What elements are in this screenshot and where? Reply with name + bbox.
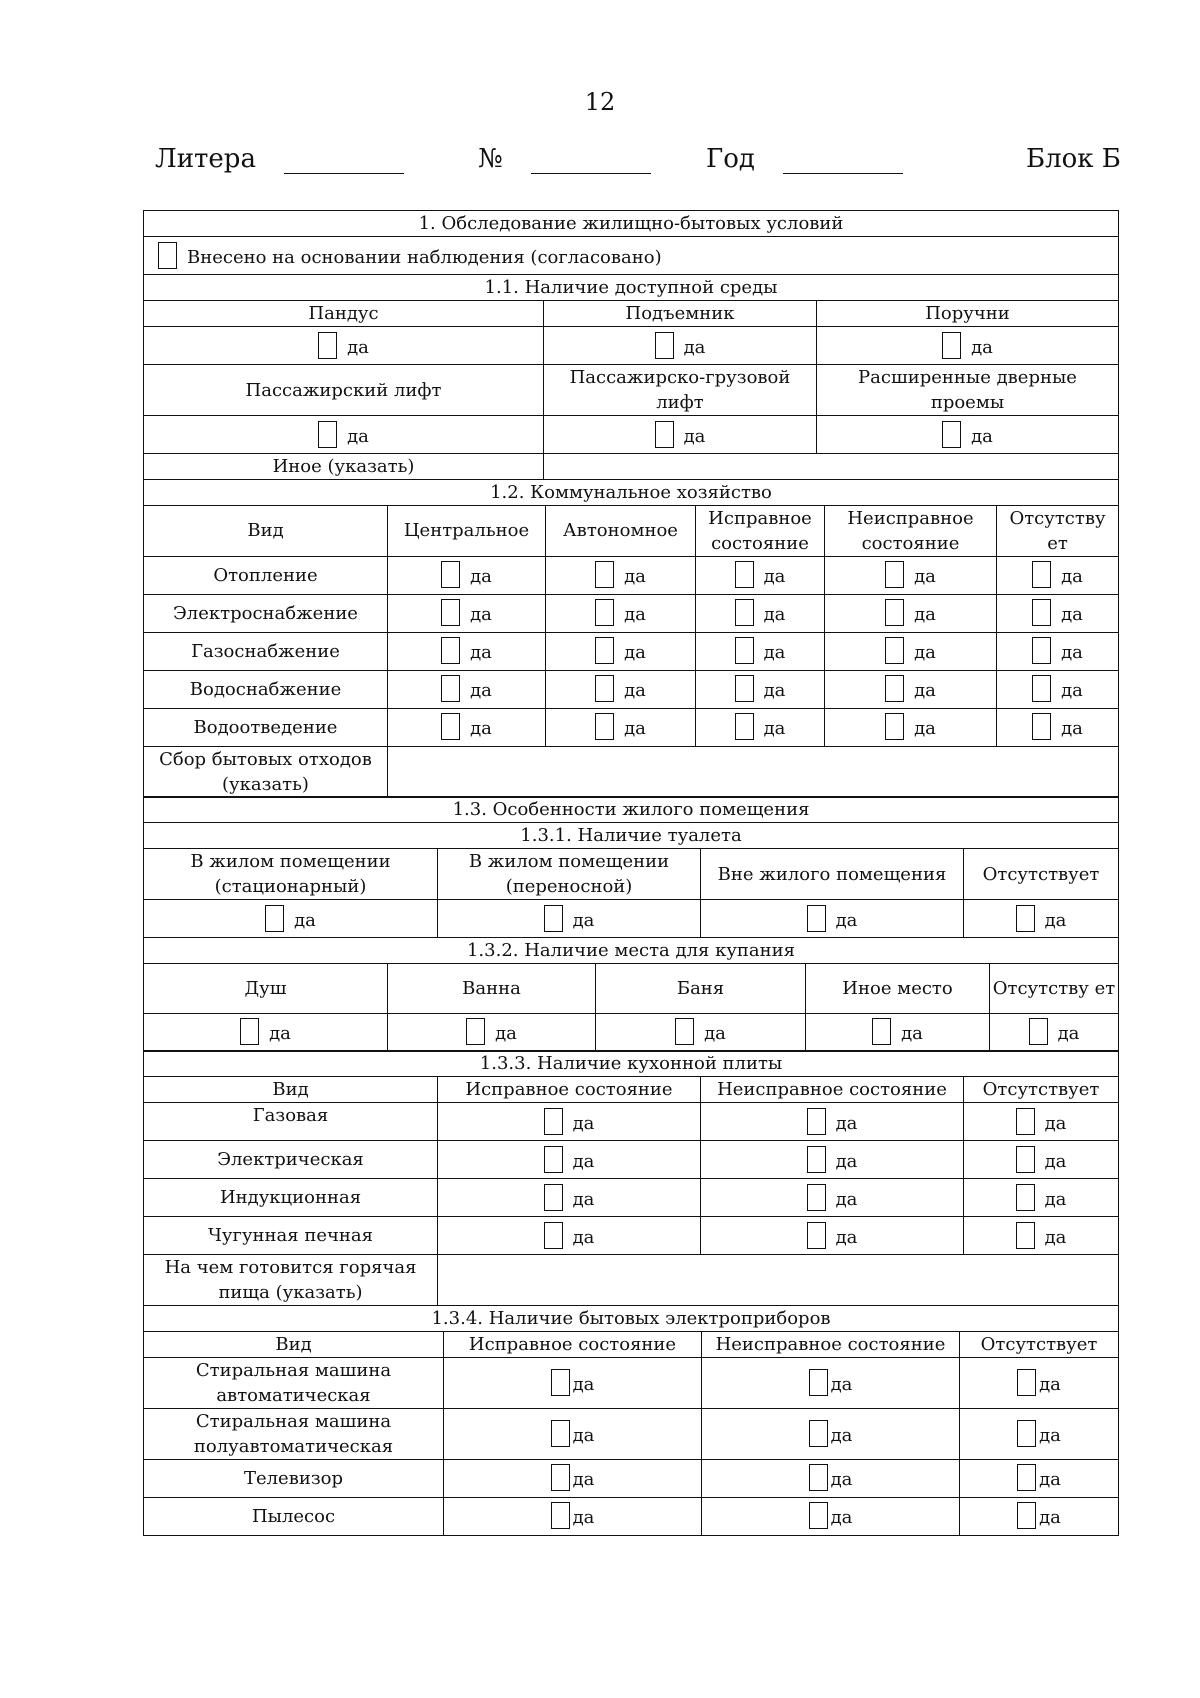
checkbox[interactable] — [551, 1420, 570, 1447]
checkbox-cell — [960, 1497, 1119, 1535]
checkbox-cell — [546, 670, 696, 708]
checkbox[interactable] — [441, 713, 460, 740]
checkbox-cell — [701, 1217, 964, 1255]
row-label: Индукционная — [144, 1179, 438, 1217]
checkbox-label: да — [1044, 1226, 1067, 1248]
hot-food-input[interactable] — [438, 1255, 1119, 1306]
other-input[interactable] — [544, 454, 1119, 480]
checkbox-cell — [544, 327, 817, 365]
column-header: Поручни — [817, 301, 1119, 327]
subsection-title: 1.2. Коммунальное хозяйство — [144, 479, 1119, 505]
checkbox[interactable] — [1032, 599, 1051, 626]
checkbox[interactable] — [595, 637, 614, 664]
checkbox-label: да — [572, 1150, 595, 1172]
column-header: Душ — [144, 963, 388, 1013]
checkbox-cell — [438, 1141, 701, 1179]
checkbox-cell — [701, 1179, 964, 1217]
row-label: Водоснабжение — [144, 670, 388, 708]
subsection-title: 1.3.3. Наличие кухонной плиты — [144, 1051, 1119, 1077]
checkbox-label: да — [1039, 1424, 1061, 1446]
year-label: Год — [706, 144, 755, 174]
checkbox-cell — [438, 1217, 701, 1255]
column-header: Баня — [596, 963, 806, 1013]
table-row — [144, 556, 1119, 594]
observation-label: Внесено на основании наблюдения (согласовано) — [187, 246, 662, 268]
checkbox-label: да — [704, 1023, 726, 1044]
column-header: Исправное состояние — [438, 1077, 701, 1103]
checkbox[interactable] — [1016, 905, 1035, 932]
checkbox-label: да — [835, 1188, 858, 1210]
number-field — [478, 144, 651, 174]
subsection-title: 1.3.4. Наличие бытовых электроприборов — [144, 1305, 1119, 1331]
number-blank[interactable] — [531, 151, 651, 174]
checkbox-label: да — [914, 604, 936, 625]
checkbox-cell — [817, 416, 1119, 454]
row-label: Отопление — [144, 556, 388, 594]
row-label: Водоотведение — [144, 708, 388, 746]
checkbox-label: да — [1057, 1023, 1080, 1044]
column-header: Отсутствует — [964, 849, 1119, 900]
checkbox-label: да — [269, 1023, 291, 1044]
table-row — [144, 1217, 1119, 1255]
checkbox-label: да — [1039, 1469, 1061, 1490]
table-row — [144, 1408, 1119, 1459]
column-header: Ванна — [388, 963, 596, 1013]
checkbox[interactable] — [735, 713, 754, 740]
observation-row — [144, 237, 1119, 275]
column-header: Пандус — [144, 301, 544, 327]
table-row — [144, 1497, 1119, 1535]
table-row — [144, 1141, 1119, 1179]
row-label: Стиральная машина автоматическая — [144, 1357, 444, 1408]
checkbox[interactable] — [441, 637, 460, 664]
litera-blank[interactable] — [284, 151, 404, 174]
table-row — [144, 1459, 1119, 1497]
checkbox-label: да — [835, 1226, 858, 1248]
checkbox-label: да — [763, 680, 786, 701]
checkbox-label: да — [835, 1112, 858, 1134]
checkbox[interactable] — [809, 1464, 828, 1491]
checkbox-cell — [388, 556, 546, 594]
row-label: Телевизор — [144, 1459, 444, 1497]
checkbox[interactable] — [655, 421, 674, 448]
checkbox[interactable] — [1017, 1420, 1036, 1447]
checkbox[interactable] — [551, 1369, 570, 1396]
checkbox-cell — [544, 416, 817, 454]
checkbox[interactable] — [1016, 1184, 1035, 1211]
checkbox-cell — [444, 1408, 702, 1459]
checkbox-label: да — [624, 680, 646, 701]
checkbox-label: да — [835, 909, 858, 931]
checkbox-cell — [960, 1408, 1119, 1459]
checkbox[interactable] — [1032, 713, 1051, 740]
checkbox-cell — [696, 594, 825, 632]
checkbox-cell — [964, 1141, 1119, 1179]
checkbox-label: да — [294, 909, 316, 931]
checkbox[interactable] — [544, 1222, 563, 1249]
checkbox-label: да — [830, 1469, 853, 1490]
table-row — [144, 670, 1119, 708]
checkbox-label: да — [901, 1023, 923, 1044]
checkbox-cell — [438, 1179, 701, 1217]
checkbox[interactable] — [885, 713, 904, 740]
checkbox[interactable] — [441, 599, 460, 626]
checkbox-label: да — [763, 604, 786, 625]
checkbox-label: да — [1061, 604, 1083, 625]
checkbox-cell — [696, 632, 825, 670]
checkbox[interactable] — [1017, 1369, 1036, 1396]
column-header: В жилом помещении (стационарный) — [144, 849, 438, 900]
checkbox-cell — [546, 556, 696, 594]
column-header: Отсутствует — [964, 1077, 1119, 1103]
subsection-title: 1.1. Наличие доступной среды — [144, 275, 1119, 301]
checkbox-label: да — [624, 718, 646, 739]
column-header: Вид — [144, 505, 388, 556]
checkbox-cell — [701, 1141, 964, 1179]
checkbox[interactable] — [809, 1502, 828, 1529]
checkbox-cell — [997, 708, 1119, 746]
column-header: Неисправное состояние — [702, 1331, 960, 1357]
checkbox[interactable] — [318, 421, 337, 448]
accessible-environment-table — [143, 210, 1119, 480]
column-header: Вне жилого помещения — [701, 849, 964, 900]
checkbox[interactable] — [807, 1108, 826, 1135]
column-header: Подъемник — [544, 301, 817, 327]
checkbox-cell — [546, 594, 696, 632]
checkbox-label: да — [683, 336, 706, 358]
checkbox-cell — [546, 632, 696, 670]
checkbox-cell — [144, 1013, 388, 1051]
checkbox-cell — [388, 670, 546, 708]
checkbox-label: да — [1061, 680, 1083, 701]
checkbox-cell — [388, 708, 546, 746]
column-header: Вид — [144, 1331, 444, 1357]
checkbox-label: да — [347, 336, 369, 358]
checkbox[interactable] — [1017, 1502, 1036, 1529]
checkbox[interactable] — [158, 242, 177, 269]
other-label: Иное (указать) — [144, 454, 544, 480]
row-label: Электроснабжение — [144, 594, 388, 632]
checkbox-label: да — [914, 718, 936, 739]
column-header: Иное место — [806, 963, 990, 1013]
checkbox-label: да — [572, 1188, 595, 1210]
checkbox-cell — [702, 1459, 960, 1497]
checkbox-cell — [696, 708, 825, 746]
checkbox-cell — [696, 670, 825, 708]
column-header: Неисправное состояние — [825, 505, 997, 556]
checkbox-cell — [438, 900, 701, 938]
checkbox[interactable] — [466, 1018, 485, 1045]
checkbox-label: да — [572, 1424, 595, 1446]
litera-field — [155, 144, 404, 174]
checkbox-cell — [438, 1103, 701, 1141]
checkbox-label: да — [572, 1373, 595, 1395]
checkbox-cell — [702, 1357, 960, 1408]
column-header: Исправное состояние — [696, 505, 825, 556]
column-header: Пассажирско-грузовой лифт — [544, 365, 817, 416]
checkbox[interactable] — [735, 561, 754, 588]
checkbox[interactable] — [885, 599, 904, 626]
checkbox[interactable] — [595, 675, 614, 702]
checkbox-label: да — [835, 1150, 858, 1172]
checkbox-label: да — [914, 642, 936, 663]
column-header: Отсутству ет — [990, 963, 1119, 1013]
checkbox-cell — [702, 1408, 960, 1459]
checkbox-label: да — [624, 566, 646, 587]
checkbox-label: да — [1039, 1373, 1061, 1395]
checkbox-label: да — [572, 1226, 595, 1248]
year-field — [706, 144, 903, 174]
checkbox-label: да — [763, 718, 786, 739]
checkbox-cell — [444, 1497, 702, 1535]
checkbox[interactable] — [885, 675, 904, 702]
row-label: Электрическая — [144, 1141, 438, 1179]
row-label: Газовая — [144, 1103, 438, 1141]
checkbox[interactable] — [1032, 675, 1051, 702]
appliances-table — [143, 1305, 1119, 1536]
checkbox-label: да — [830, 1507, 853, 1528]
checkbox[interactable] — [595, 713, 614, 740]
checkbox[interactable] — [544, 1184, 563, 1211]
checkbox[interactable] — [595, 561, 614, 588]
litera-label: Литера — [155, 144, 256, 174]
table-row — [144, 1179, 1119, 1217]
checkbox[interactable] — [942, 421, 961, 448]
checkbox-cell — [997, 670, 1119, 708]
checkbox[interactable] — [551, 1502, 570, 1529]
checkbox[interactable] — [1032, 637, 1051, 664]
checkbox-label: да — [914, 680, 936, 701]
checkbox-cell — [990, 1013, 1119, 1051]
checkbox[interactable] — [544, 1108, 563, 1135]
checkbox-cell — [596, 1013, 806, 1051]
checkbox[interactable] — [1017, 1464, 1036, 1491]
checkbox[interactable] — [807, 1146, 826, 1173]
checkbox-label: да — [470, 718, 492, 739]
checkbox[interactable] — [735, 675, 754, 702]
checkbox[interactable] — [735, 599, 754, 626]
checkbox-cell — [388, 594, 546, 632]
checkbox-label: да — [470, 642, 492, 663]
checkbox[interactable] — [551, 1464, 570, 1491]
checkbox-cell — [964, 1103, 1119, 1141]
checkbox-cell — [696, 556, 825, 594]
checkbox-cell — [388, 632, 546, 670]
checkbox[interactable] — [885, 637, 904, 664]
checkbox-label: да — [971, 336, 993, 358]
row-label: Чугунная печная — [144, 1217, 438, 1255]
checkbox-label: да — [1061, 566, 1083, 587]
waste-input[interactable] — [388, 746, 1119, 797]
checkbox-cell — [825, 670, 997, 708]
checkbox-cell — [960, 1459, 1119, 1497]
checkbox-cell — [444, 1357, 702, 1408]
checkbox-cell — [444, 1459, 702, 1497]
checkbox[interactable] — [240, 1018, 259, 1045]
checkbox-label: да — [1044, 909, 1067, 931]
checkbox-label: да — [683, 425, 706, 447]
year-blank[interactable] — [783, 151, 903, 174]
table-row — [144, 708, 1119, 746]
checkbox[interactable] — [942, 332, 961, 359]
checkbox[interactable] — [265, 905, 284, 932]
block-label: Блок Б — [1026, 144, 1121, 174]
checkbox-label: да — [572, 1469, 595, 1490]
checkbox-cell — [806, 1013, 990, 1051]
checkbox-label: да — [572, 1507, 595, 1528]
row-label: На чем готовится горячая пища (указать) — [144, 1255, 438, 1306]
checkbox-label: да — [1044, 1112, 1067, 1134]
subsection-title: 1.3.1. Наличие туалета — [144, 823, 1119, 849]
page-number: 12 — [584, 88, 616, 116]
checkbox-label: да — [971, 425, 993, 447]
checkbox-cell — [701, 900, 964, 938]
column-header: Пассажирский лифт — [144, 365, 544, 416]
checkbox-cell — [144, 900, 438, 938]
checkbox-label: да — [624, 604, 646, 625]
column-header: Центральное — [388, 505, 546, 556]
checkbox-label: да — [470, 604, 492, 625]
row-label: Газоснабжение — [144, 632, 388, 670]
checkbox-cell — [825, 632, 997, 670]
checkbox-cell — [997, 632, 1119, 670]
column-header: Неисправное состояние — [701, 1077, 964, 1103]
table-row — [144, 632, 1119, 670]
checkbox[interactable] — [807, 905, 826, 932]
checkbox-label: да — [830, 1424, 853, 1446]
column-header: В жилом помещении (переносной) — [438, 849, 701, 900]
checkbox-label: да — [1061, 642, 1083, 663]
checkbox-label: да — [830, 1373, 853, 1395]
checkbox[interactable] — [1029, 1018, 1048, 1045]
checkbox-label: да — [914, 566, 936, 587]
checkbox-cell — [997, 556, 1119, 594]
column-header: Автономное — [546, 505, 696, 556]
stove-table — [143, 1050, 1119, 1306]
utilities-table — [143, 479, 1119, 798]
subsection-title: 1.3.2. Наличие места для купания — [144, 937, 1119, 963]
checkbox[interactable] — [1032, 561, 1051, 588]
table-row — [144, 1103, 1119, 1141]
checkbox-cell — [997, 594, 1119, 632]
checkbox[interactable] — [675, 1018, 694, 1045]
table-row — [144, 1357, 1119, 1408]
checkbox-cell — [964, 1217, 1119, 1255]
column-header: Вид — [144, 1077, 438, 1103]
column-header: Отсутству ет — [997, 505, 1119, 556]
checkbox[interactable] — [595, 599, 614, 626]
checkbox-cell — [825, 556, 997, 594]
column-header: Отсутствует — [960, 1331, 1119, 1357]
checkbox-cell — [817, 327, 1119, 365]
checkbox[interactable] — [1016, 1146, 1035, 1173]
checkbox-cell — [960, 1357, 1119, 1408]
checkbox-cell — [701, 1103, 964, 1141]
checkbox[interactable] — [441, 675, 460, 702]
bathing-table — [143, 937, 1119, 1052]
checkbox[interactable] — [809, 1369, 828, 1396]
checkbox-cell — [546, 708, 696, 746]
toilet-table — [143, 796, 1119, 938]
checkbox-label: да — [470, 566, 492, 587]
checkbox[interactable] — [735, 637, 754, 664]
checkbox-label: да — [763, 642, 786, 663]
column-header: Расширенные дверные проемы — [817, 365, 1119, 416]
checkbox-label: да — [347, 425, 369, 447]
checkbox[interactable] — [1016, 1222, 1035, 1249]
checkbox-cell — [702, 1497, 960, 1535]
checkbox[interactable] — [544, 905, 563, 932]
row-label: Пылесос — [144, 1497, 444, 1535]
table-row — [144, 594, 1119, 632]
checkbox[interactable] — [809, 1420, 828, 1447]
checkbox-label: да — [572, 909, 595, 931]
checkbox[interactable] — [544, 1146, 563, 1173]
checkbox-label: да — [1044, 1150, 1067, 1172]
checkbox[interactable] — [807, 1184, 826, 1211]
checkbox-label: да — [470, 680, 492, 701]
checkbox-label: да — [1044, 1188, 1067, 1210]
checkbox-cell — [388, 1013, 596, 1051]
checkbox-label: да — [763, 566, 786, 587]
checkbox-cell — [144, 327, 544, 365]
column-header: Исправное состояние — [444, 1331, 702, 1357]
row-label: Стиральная машина полуавтоматическая — [144, 1408, 444, 1459]
checkbox[interactable] — [655, 332, 674, 359]
checkbox-label: да — [1061, 718, 1083, 739]
checkbox[interactable] — [807, 1222, 826, 1249]
number-label: № — [478, 144, 503, 174]
checkbox-label: да — [495, 1023, 517, 1044]
checkbox-cell — [144, 416, 544, 454]
checkbox[interactable] — [441, 561, 460, 588]
checkbox-cell — [964, 1179, 1119, 1217]
checkbox[interactable] — [872, 1018, 891, 1045]
subsection-title: 1.3. Особенности жилого помещения — [144, 797, 1119, 823]
checkbox-cell — [825, 594, 997, 632]
checkbox[interactable] — [1016, 1108, 1035, 1135]
checkbox-label: да — [624, 642, 646, 663]
checkbox-label: да — [572, 1112, 595, 1134]
checkbox-label: да — [1039, 1507, 1061, 1528]
survey-form — [143, 210, 1118, 1536]
section-title: 1. Обследование жилищно-бытовых условий — [144, 211, 1119, 237]
checkbox-cell — [964, 900, 1119, 938]
row-label: Сбор бытовых отходов (указать) — [144, 746, 388, 797]
checkbox-cell — [825, 708, 997, 746]
checkbox[interactable] — [885, 561, 904, 588]
checkbox[interactable] — [318, 332, 337, 359]
